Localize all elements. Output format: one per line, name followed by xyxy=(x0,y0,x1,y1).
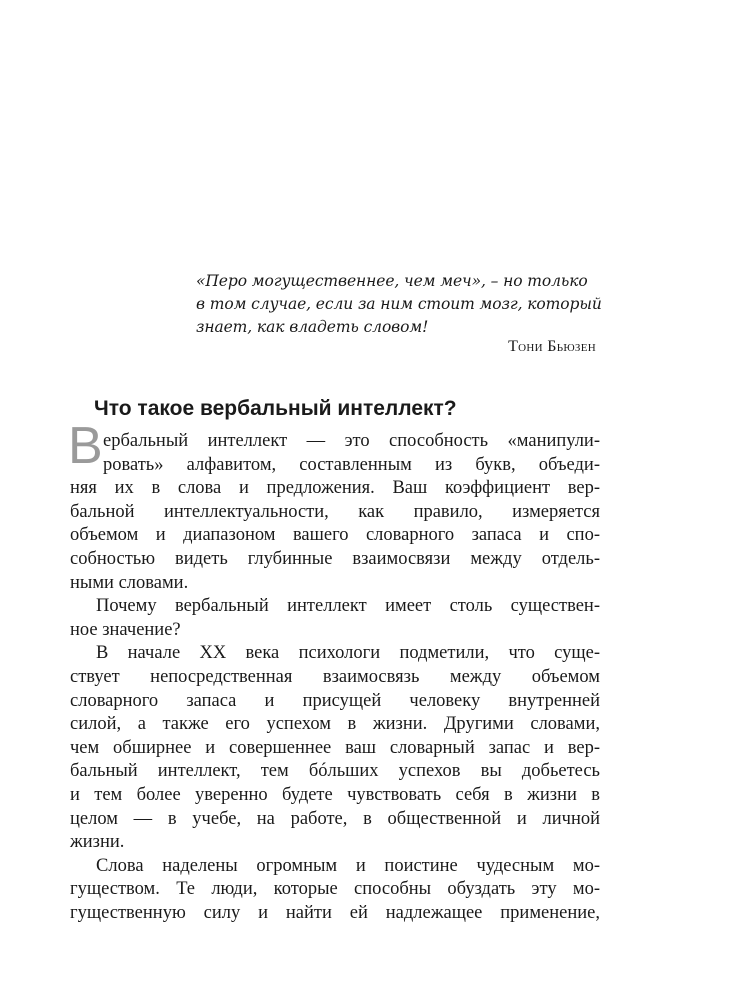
paragraph-line: бальной интеллектуальности, как правило, измеряется xyxy=(70,501,600,522)
section-title: Что такое вербальный интеллект? xyxy=(94,397,457,420)
paragraph-line: и тем более уверенно будете чувствовать себя в жизни в xyxy=(70,784,600,805)
epigraph-line: «Перо могущественнее, чем меч», – но только xyxy=(196,272,588,290)
paragraph-line: гущественную силу и найти ей надлежащее применение, xyxy=(70,902,600,923)
paragraph-line: В начале XX века психологи подметили, что суще- xyxy=(96,643,600,664)
paragraph-line: жизни. xyxy=(70,832,125,853)
drop-cap: В xyxy=(68,417,103,475)
paragraph-line: ными словами. xyxy=(70,572,189,593)
paragraph-line: гуществом. Те люди, которые способны обуздать эту мо- xyxy=(70,879,600,900)
paragraph-line: Слова наделены огромным и поистине чудесным мо- xyxy=(96,855,600,876)
epigraph-author: Тони Бьюзен xyxy=(508,338,596,355)
paragraph-line: Почему вербальный интеллект имеет столь существен- xyxy=(96,596,600,617)
paragraph-line: чем обширнее и совершеннее ваш словарный запас и вер- xyxy=(70,737,600,758)
epigraph xyxy=(196,270,600,339)
paragraph-line: целом — в учебе, на работе, в общественной и личной xyxy=(70,808,600,829)
epigraph-line: знает, как владеть словом! xyxy=(196,318,429,336)
epigraph-line: в том случае, если за ним стоит мозг, который xyxy=(196,295,602,313)
body-text xyxy=(70,430,600,925)
paragraph-line: ное значение? xyxy=(70,619,181,640)
paragraph-line: объемом и диапазоном вашего словарного запаса и спо- xyxy=(70,525,600,546)
paragraph-line: ствует непосредственная взаимосвязь между объемом xyxy=(70,666,600,687)
paragraph-line: ровать» алфавитом, составленным из букв, объеди- xyxy=(103,454,600,475)
paragraph-line: ербальный интеллект — это способность «манипули- xyxy=(103,431,600,451)
paragraph-line: бальный интеллект, тем бóльших успехов вы добьетесь xyxy=(70,761,600,782)
paragraph-line: словарного запаса и присущей человеку внутренней xyxy=(70,690,600,711)
paragraph-line: няя их в слова и предложения. Ваш коэффициент вер- xyxy=(70,478,600,499)
paragraph-line: силой, а также его успехом в жизни. Другими словами, xyxy=(70,714,600,735)
paragraph-line: собностью видеть глубинные взаимосвязи между отдель- xyxy=(70,548,600,569)
